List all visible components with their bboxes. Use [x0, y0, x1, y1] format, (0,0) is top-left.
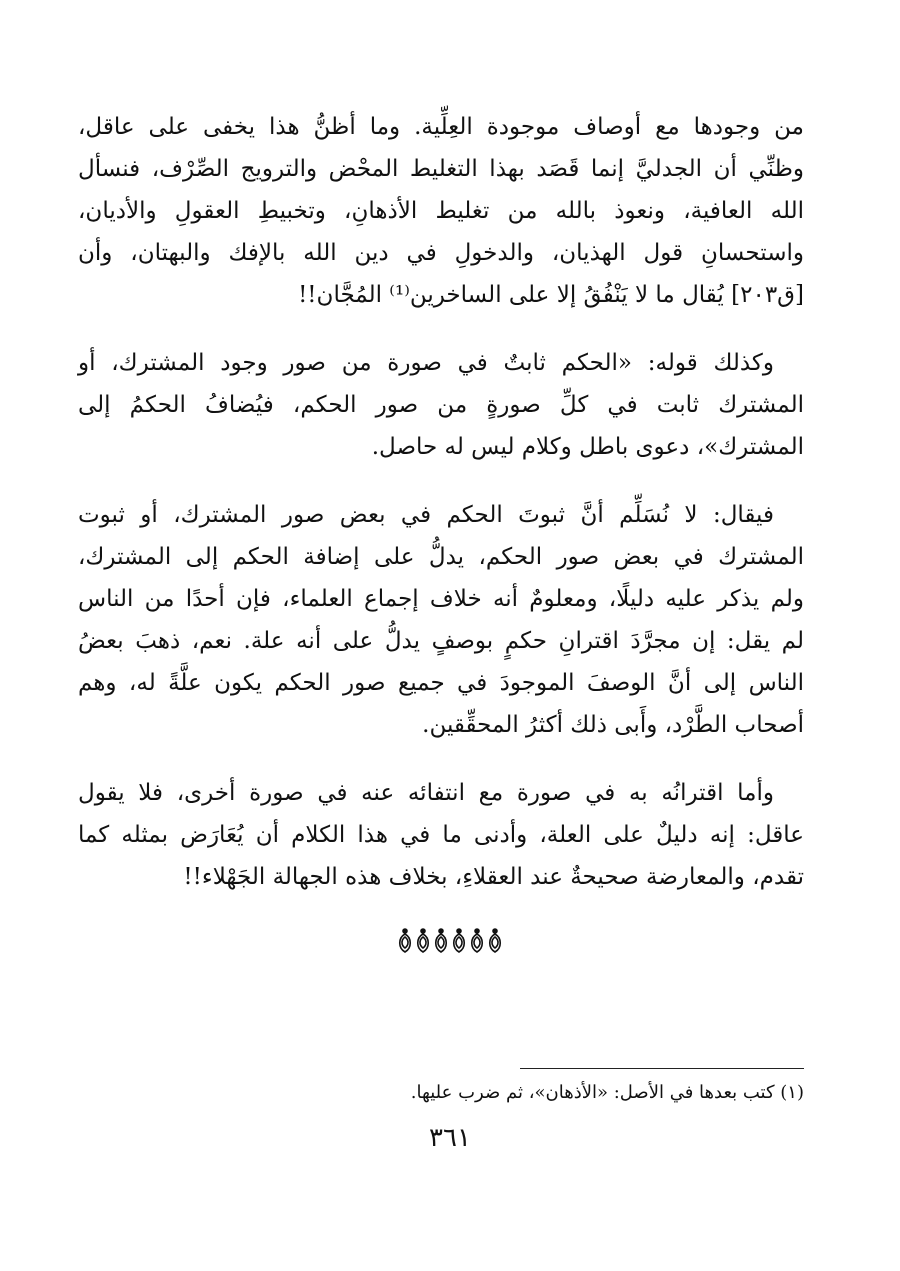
- main-text: [78, 106, 804, 924]
- text-line: ولم يذكر عليه دليلًا، ومعلومٌ أنه خلاف إجماع العلماء، فإن أحدًا من الناس: [78, 586, 804, 612]
- footnote: (١) كتب بعدها في الأصل: «الأذهان»، ثم ضرب عليها.: [410, 1082, 804, 1103]
- text-line: المشترك في بعض صور الحكم، يدلُّ على إضافة الحكم إلى المشترك،: [78, 544, 804, 570]
- text-line: المشترك ثابت في كلِّ صورةٍ من صور الحكم، فيُضافُ الحكمُ إلى: [78, 392, 804, 418]
- text-line: أصحاب الطَّرْد، وأَبى ذلك أكثرُ المحقِّقين.: [422, 712, 804, 738]
- text-line: الله العافية، ونعوذ بالله من تغليط الأذهانِ، وتخبيطِ العقولِ والأديان،: [78, 198, 804, 224]
- floral-ornament-icon: [394, 928, 506, 954]
- paragraph-4: [78, 772, 804, 898]
- text-line: المشترك»، دعوى باطل وكلام ليس له حاصل.: [371, 434, 804, 460]
- text-line: وكذلك قوله: «الحكم ثابتٌ في صورة من صور وجود المشترك، أو: [78, 350, 774, 376]
- text-line: واستحسانِ قول الهذيان، والدخولِ في دين الله بالإفك والبهتان، وأن: [78, 240, 804, 266]
- paragraph-3: [78, 494, 804, 746]
- paragraph-2: [78, 342, 804, 468]
- text-line: [ق٢٠٣] يُقال ما لا يَنْفُقُ إلا على الساخرين⁽¹⁾ المُجَّان!!: [298, 282, 804, 308]
- text-line: وظنِّي أن الجدليَّ إنما قَصَد بهذا التغليط المحْض والترويج الصِّرْف، فنسأل: [78, 156, 804, 182]
- page-number: ٣٦١: [429, 1123, 471, 1153]
- footnote-divider: [520, 1068, 804, 1069]
- text-line: فيقال: لا نُسَلِّم أنَّ ثبوتَ الحكم في بعض صور المشترك، أو ثبوت: [78, 502, 774, 528]
- text-line: من وجودها مع أوصاف موجودة العِلِّية. وما أظنُّ هذا يخفى على عاقل،: [78, 114, 804, 140]
- section-end-ornament: [0, 928, 900, 958]
- text-line: لم يقل: إن مجرَّدَ اقترانِ حكمٍ بوصفٍ يدلُّ على أنه علة. نعم، ذهبَ بعضُ: [78, 628, 804, 654]
- text-line: عاقل: إنه دليلٌ على العلة، وأدنى ما في هذا الكلام أن يُعَارَض بمثله كما: [78, 822, 804, 848]
- text-line: وأما اقترانُه به في صورة مع انتفائه عنه في صورة أخرى، فلا يقول: [78, 780, 774, 806]
- text-line: الناس إلى أنَّ الوصفَ الموجودَ في جميع صور الحكم يكون علَّةً له، وهم: [78, 670, 804, 696]
- paragraph-1: [78, 106, 804, 316]
- text-line: تقدم، والمعارضة صحيحةٌ عند العقلاءِ، بخلاف هذه الجهالة الجَهْلاء!!: [183, 864, 804, 890]
